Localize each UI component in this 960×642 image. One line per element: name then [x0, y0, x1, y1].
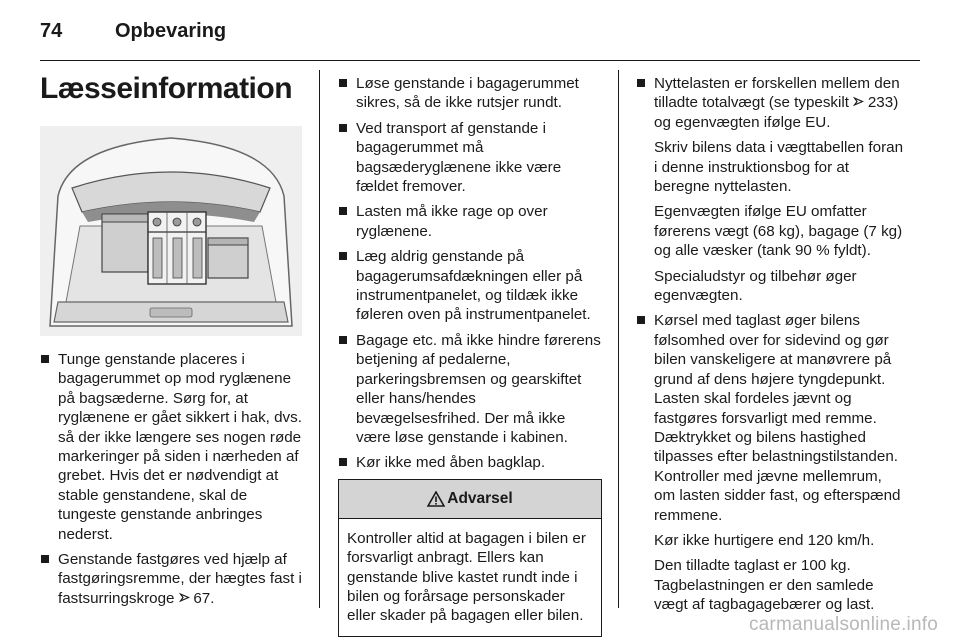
bullet-text: Kørsel med taglast øger bilens følsomhed over for sidevind og gør bilen vanskeligere at manøvrere på grund af dens højere tyngdepunkt. Lasten skal fordeles jævnt og fastgøres forsvarligt med remme. Dæktrykket og bilens hastighed tilpasses efter belastningstilstanden. Kontroller med jævne mellemrum, om lasten sidder fast, og efterspænd remmene. [654, 312, 901, 524]
chapter-title: Opbevaring [115, 20, 227, 42]
square-bullet-icon [41, 555, 49, 563]
trunk-loading-illustration [40, 126, 302, 336]
bullet-list [40, 350, 304, 608]
paragraph: Egenvægten ifølge EU omfatter førerens vægt (68 kg), bagage (7 kg) og alle væsker (tank 90 % fyldt). [654, 203, 903, 260]
column-divider [618, 70, 619, 608]
paragraph: Kør ikke hurtigere end 120 km/h. [654, 531, 875, 549]
list-item [338, 119, 604, 197]
warning-box [338, 479, 602, 637]
page-reference-icon [853, 95, 868, 110]
bullet-text: Læg aldrig genstande på bagagerumsafdækningen eller på instrumentpanelet, og tildæk ikke føleren oven på instrumentpanelet. [356, 248, 591, 324]
page-reference[interactable]: 67. [193, 589, 215, 607]
bullet-text: Bagage etc. må ikke hindre førerens betjening af pedalerne, parkeringsbremsen og gearskiftet eller hans/hendes bevægelsesfrihed. Der må ikke være løse genstande i kabinen. [356, 331, 601, 446]
paragraph: Specialudstyr og tilbehør øger egenvægten. [654, 267, 857, 305]
column-2 [338, 74, 604, 637]
column-3 [636, 74, 904, 621]
page-number: 74 [40, 20, 63, 42]
list-item [636, 74, 904, 132]
bullet-text: Genstande fastgøres ved hjælp af fastgøringsremme, der hægtes fast i fastsurringskroge [58, 551, 302, 607]
list-item [338, 74, 604, 113]
bullet-list [636, 311, 904, 524]
list-item [40, 550, 304, 608]
paragraph: Den tilladte taglast er 100 kg. Tagbelastningen er den samlede vægt af tagbagagebærer og last. [654, 557, 875, 614]
list-item [338, 453, 604, 472]
list-item [338, 331, 604, 447]
bullet-text: Tunge genstande placeres i bagagerummet op mod ryglænene på bagsæderne. Sørg for, at ryglænene er gået sikkert i hak, dvs. så der ikke længere ses nogen røde markeringer på siden i nærheden af grebet. Hvis det er nødvendigt at stable genstandene, skal de tungeste genstande anbringes nederst. [58, 351, 302, 543]
warning-title: Advarsel [447, 490, 513, 508]
bullet-text: Lasten må ikke rage op over ryglænene. [356, 203, 548, 240]
bullet-list [338, 74, 604, 473]
bullet-text: Ved transport af genstande i bagagerummet må bagsæderyglænene ikke være fældet fremover. [356, 119, 562, 196]
list-item [636, 311, 904, 524]
square-bullet-icon [339, 124, 347, 132]
list-item [338, 247, 604, 325]
square-bullet-icon [339, 79, 347, 87]
list-item [40, 350, 304, 544]
warning-text: Kontroller altid at bagagen i bilen er forsvarligt anbragt. Ellers kan genstande blive kastet rundt inde i bilen og forårsage personskader eller skader på bagagen eller bilen. [347, 529, 586, 625]
warning-header [339, 480, 601, 519]
bullet-list [636, 74, 904, 132]
list-item [338, 202, 604, 241]
square-bullet-icon [637, 79, 645, 87]
page-header [40, 18, 920, 62]
header-rule [40, 60, 920, 61]
paragraph: Skriv bilens data i vægttabellen foran i denne instruktionsbog for at beregne nyttelasten. [654, 139, 904, 196]
bullet-text: Nyttelasten er forskellen mellem den tilladte totalvægt (se typeskilt [654, 75, 900, 112]
page-reference-icon [179, 591, 194, 606]
bullet-text: Kør ikke med åben bagklap. [356, 454, 546, 472]
bullet-text: Løse genstande i bagagerummet sikres, så de ikke rutsjer rundt. [356, 75, 579, 112]
square-bullet-icon [339, 458, 347, 466]
watermark: carmanualsonline.info [748, 614, 938, 635]
column-divider [319, 70, 320, 608]
section-title: Læsseinformation [40, 72, 293, 105]
arrow-ref-svg [853, 96, 864, 107]
square-bullet-icon [41, 355, 49, 363]
arrow-ref-svg [179, 592, 190, 603]
warning-triangle-icon [427, 491, 445, 507]
square-bullet-icon [339, 207, 347, 215]
warning-triangle-svg [427, 491, 445, 507]
page-reference[interactable]: 233) og egenvægten ifølge EU. [654, 94, 899, 131]
square-bullet-icon [637, 316, 645, 324]
square-bullet-icon [339, 252, 347, 260]
trunk-illustration-svg [40, 126, 302, 336]
column-1 [40, 350, 304, 614]
square-bullet-icon [339, 336, 347, 344]
